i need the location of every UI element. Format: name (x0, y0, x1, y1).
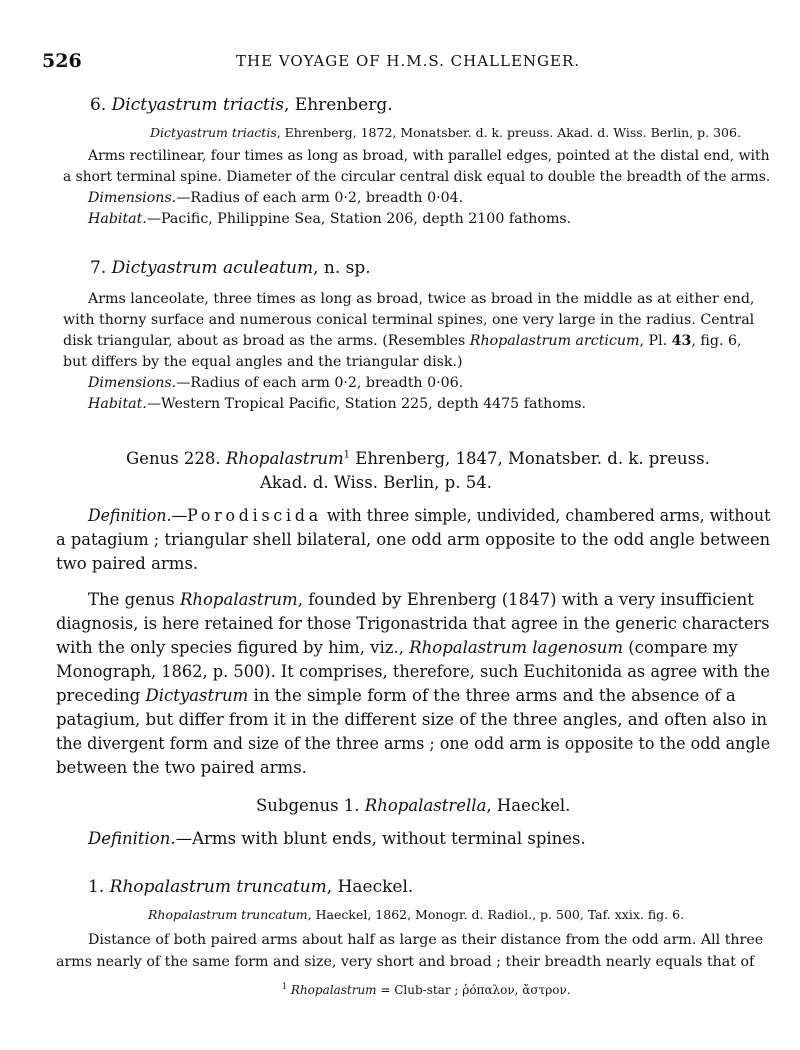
dimensions-text: —Radius of each arm 0·2, breadth 0·04. (176, 190, 464, 206)
species-1-line-2: arms nearly of the same form and size, very short and broad ; their breadth nearly equals that of (56, 954, 755, 970)
species-6-citation (150, 125, 741, 140)
citation-name: Rhopalastrum truncatum (148, 907, 308, 922)
line-text: , Pl. (639, 333, 672, 349)
subgenus-prefix: Subgenus 1. (256, 796, 365, 815)
species-name: Dictyastrum triactis (111, 95, 284, 115)
habitat-text: —Pacific, Philippine Sea, Station 206, depth 2100 fathoms. (146, 211, 572, 227)
species-6-line-2: a short terminal spine. Diameter of the circular central disk equal to double the breadth of the arms. (63, 169, 771, 185)
definition-text: —Arms with blunt ends, without terminal spines. (175, 829, 586, 848)
species-name: Dictyastrum aculeatum (111, 258, 314, 278)
species-1-citation (148, 907, 684, 922)
subgenus-name: Rhopalastrella (364, 796, 487, 815)
definition-label: Definition. (88, 506, 172, 525)
habitat-label: Habitat. (88, 211, 147, 227)
genus-definition-line-1 (88, 506, 770, 525)
dimensions-label: Dimensions. (88, 375, 177, 391)
discussion-line-5 (56, 686, 736, 705)
species-7-line-4: but differs by the equal angles and the triangular disk.) (63, 354, 463, 370)
species-6-line-1: Arms rectilinear, four times as long as broad, with parallel edges, pointed at the distal end, with (88, 148, 770, 164)
species-7-dimensions (88, 375, 463, 391)
line-italic: Dictyastrum (145, 686, 249, 705)
definition-spaced-term: Porodiscida (187, 506, 322, 525)
line-text: preceding (56, 686, 146, 705)
species-7-habitat (88, 396, 586, 412)
definition-text: with three simple, undivided, chambered arms, without (321, 506, 771, 525)
footnote-mark: 1 (282, 982, 288, 991)
footnote-text: = Club-star ; ῥόπαλον, ἄστρον. (376, 983, 571, 997)
citation-name: Dictyastrum triactis (150, 125, 277, 140)
dimensions-text: —Radius of each arm 0·2, breadth 0·06. (176, 375, 464, 391)
line-text: , founded by Ehrenberg (1847) with a very insufficient (297, 590, 754, 609)
subgenus-author: , Haeckel. (486, 796, 571, 815)
species-1-heading (88, 877, 413, 897)
line-italic: Rhopalastrum lagenosum (409, 638, 623, 657)
footnote (282, 982, 571, 997)
genus-heading-line-1 (126, 449, 710, 468)
line-text: (compare my (622, 638, 738, 657)
species-6-habitat (88, 211, 571, 227)
line-text: in the simple form of the three arms and the absence of a (248, 686, 736, 705)
species-number: 1. (88, 877, 105, 897)
line-italic: Rhopalastrum arcticum (469, 333, 640, 349)
species-author: , Haeckel. (326, 877, 414, 897)
species-name: Rhopalastrum truncatum (109, 877, 327, 897)
page-number: 526 (42, 50, 82, 72)
species-7-heading (90, 258, 371, 278)
plate-number: 43 (671, 333, 692, 349)
genus-prefix: Genus 228. (126, 449, 226, 468)
genus-definition-line-2: a patagium ; triangular shell bilateral, one odd arm opposite to the odd angle between (56, 530, 771, 549)
running-title: THE VOYAGE OF H.M.S. CHALLENGER. (236, 52, 581, 70)
discussion-line-2: diagnosis, is here retained for those Trigonastrida that agree in the generic characters (56, 614, 770, 633)
discussion-line-1 (88, 590, 754, 609)
species-author: , Ehrenberg. (284, 95, 393, 115)
species-7-line-1: Arms lanceolate, three times as long as broad, twice as broad in the middle as at either end, (88, 291, 755, 307)
habitat-text: —Western Tropical Pacific, Station 225, depth 4475 fathoms. (146, 396, 587, 412)
genus-name: Rhopalastrum (225, 449, 344, 468)
species-6-dimensions (88, 190, 463, 206)
line-text: , fig. 6, (691, 333, 742, 349)
species-7-line-3 (63, 333, 742, 349)
discussion-line-4: Monograph, 1862, p. 500). It comprises, therefore, such Euchitonida as agree with the (56, 662, 770, 681)
species-1-line-1: Distance of both paired arms about half as large as their distance from the odd arm. All three (88, 932, 764, 948)
line-text: with the only species figured by him, viz., (56, 638, 410, 657)
species-author: , n. sp. (313, 258, 371, 278)
species-number: 6. (90, 95, 107, 115)
genus-heading-line-2: Akad. d. Wiss. Berlin, p. 54. (260, 473, 492, 492)
line-text: The genus (88, 590, 180, 609)
citation-text: , Ehrenberg, 1872, Monatsber. d. k. preuss. Akad. d. Wiss. Berlin, p. 306. (276, 125, 741, 140)
genus-rest: Ehrenberg, 1847, Monatsber. d. k. preuss. (350, 449, 710, 468)
definition-label: Definition. (88, 829, 176, 848)
footnote-term: Rhopalastrum (290, 983, 377, 997)
species-7-line-2: with thorny surface and numerous conical terminal spines, one very large in the radius. Central (63, 312, 755, 328)
subgenus-heading (256, 796, 570, 815)
line-text: disk triangular, about as broad as the arms. (Resembles (63, 333, 470, 349)
discussion-line-6: patagium, but differ from it in the different size of the three angles, and often also in (56, 710, 768, 729)
line-italic: Rhopalastrum (179, 590, 298, 609)
discussion-line-8: between the two paired arms. (56, 758, 307, 777)
definition-dash: — (171, 506, 188, 525)
dimensions-label: Dimensions. (88, 190, 177, 206)
species-6-heading (90, 95, 393, 115)
habitat-label: Habitat. (88, 396, 147, 412)
genus-definition-line-3: two paired arms. (56, 554, 199, 573)
footnote-mark: 1 (343, 449, 351, 461)
species-number: 7. (90, 258, 107, 278)
citation-text: , Haeckel, 1862, Monogr. d. Radiol., p. 500, Taf. xxix. fig. 6. (307, 907, 685, 922)
discussion-line-3 (56, 638, 738, 657)
discussion-line-7: the divergent form and size of the three arms ; one odd arm is opposite to the odd angle (56, 734, 771, 753)
subgenus-definition (88, 829, 586, 848)
